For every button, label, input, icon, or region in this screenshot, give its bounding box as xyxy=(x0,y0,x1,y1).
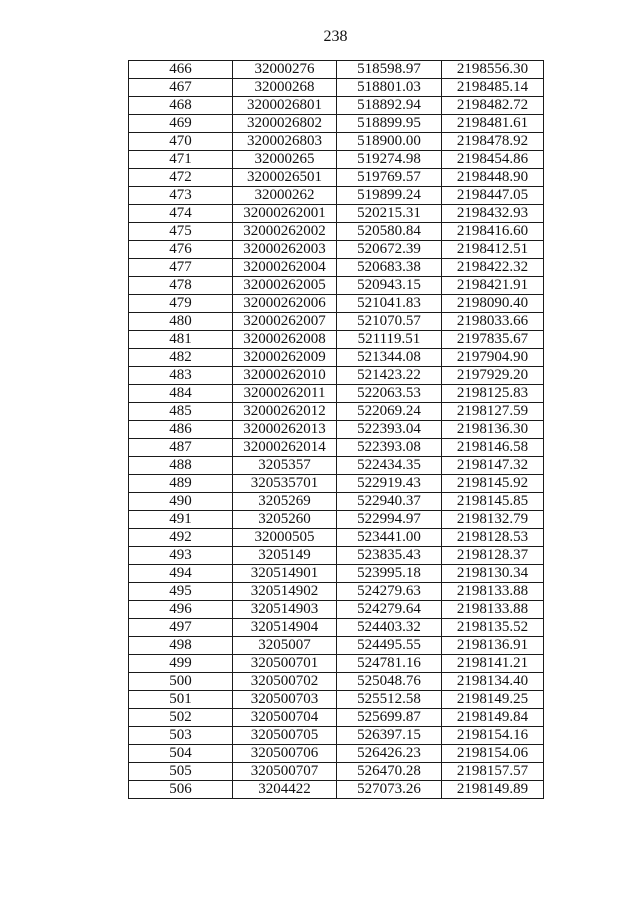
table-row xyxy=(129,205,544,223)
x-coordinate-cell: 521423.22 xyxy=(337,367,442,385)
row-number-cell: 469 xyxy=(129,115,233,133)
y-coordinate-cell: 2198146.58 xyxy=(442,439,544,457)
row-number-cell: 496 xyxy=(129,601,233,619)
table-row xyxy=(129,331,544,349)
table-row xyxy=(129,151,544,169)
point-id-cell: 320514903 xyxy=(233,601,337,619)
point-id-cell: 32000265 xyxy=(233,151,337,169)
table-row xyxy=(129,223,544,241)
point-id-cell: 320514901 xyxy=(233,565,337,583)
point-id-cell: 320500707 xyxy=(233,763,337,781)
point-id-cell: 32000262010 xyxy=(233,367,337,385)
y-coordinate-cell: 2198136.30 xyxy=(442,421,544,439)
point-id-cell: 32000262004 xyxy=(233,259,337,277)
x-coordinate-cell: 522069.24 xyxy=(337,403,442,421)
y-coordinate-cell: 2198130.34 xyxy=(442,565,544,583)
y-coordinate-cell: 2198125.83 xyxy=(442,385,544,403)
row-number-cell: 484 xyxy=(129,385,233,403)
y-coordinate-cell: 2198136.91 xyxy=(442,637,544,655)
table-row xyxy=(129,349,544,367)
x-coordinate-cell: 521119.51 xyxy=(337,331,442,349)
x-coordinate-cell: 520672.39 xyxy=(337,241,442,259)
table-row xyxy=(129,133,544,151)
row-number-cell: 467 xyxy=(129,79,233,97)
table-row xyxy=(129,763,544,781)
x-coordinate-cell: 523835.43 xyxy=(337,547,442,565)
row-number-cell: 504 xyxy=(129,745,233,763)
table-row xyxy=(129,727,544,745)
row-number-cell: 483 xyxy=(129,367,233,385)
row-number-cell: 499 xyxy=(129,655,233,673)
y-coordinate-cell: 2198132.79 xyxy=(442,511,544,529)
x-coordinate-cell: 525048.76 xyxy=(337,673,442,691)
point-id-cell: 3205260 xyxy=(233,511,337,529)
x-coordinate-cell: 520215.31 xyxy=(337,205,442,223)
y-coordinate-cell: 2197904.90 xyxy=(442,349,544,367)
point-id-cell: 320514902 xyxy=(233,583,337,601)
x-coordinate-cell: 525512.58 xyxy=(337,691,442,709)
point-id-cell: 320514904 xyxy=(233,619,337,637)
x-coordinate-cell: 519769.57 xyxy=(337,169,442,187)
table-row xyxy=(129,745,544,763)
table-row xyxy=(129,547,544,565)
point-id-cell: 320500702 xyxy=(233,673,337,691)
y-coordinate-cell: 2198421.91 xyxy=(442,277,544,295)
y-coordinate-cell: 2198482.72 xyxy=(442,97,544,115)
row-number-cell: 478 xyxy=(129,277,233,295)
row-number-cell: 490 xyxy=(129,493,233,511)
point-id-cell: 3200026801 xyxy=(233,97,337,115)
row-number-cell: 502 xyxy=(129,709,233,727)
point-id-cell: 32000505 xyxy=(233,529,337,547)
row-number-cell: 506 xyxy=(129,781,233,799)
table-row xyxy=(129,97,544,115)
x-coordinate-cell: 518900.00 xyxy=(337,133,442,151)
y-coordinate-cell: 2198154.16 xyxy=(442,727,544,745)
row-number-cell: 485 xyxy=(129,403,233,421)
y-coordinate-cell: 2198128.53 xyxy=(442,529,544,547)
x-coordinate-cell: 526397.15 xyxy=(337,727,442,745)
row-number-cell: 491 xyxy=(129,511,233,529)
table-row xyxy=(129,529,544,547)
table-row xyxy=(129,295,544,313)
x-coordinate-cell: 522434.35 xyxy=(337,457,442,475)
row-number-cell: 480 xyxy=(129,313,233,331)
x-coordinate-cell: 526470.28 xyxy=(337,763,442,781)
table-row xyxy=(129,493,544,511)
row-number-cell: 471 xyxy=(129,151,233,169)
table-row xyxy=(129,655,544,673)
row-number-cell: 495 xyxy=(129,583,233,601)
point-id-cell: 32000268 xyxy=(233,79,337,97)
row-number-cell: 479 xyxy=(129,295,233,313)
y-coordinate-cell: 2198033.66 xyxy=(442,313,544,331)
table-row xyxy=(129,511,544,529)
point-id-cell: 3205149 xyxy=(233,547,337,565)
table-row xyxy=(129,781,544,799)
x-coordinate-cell: 522994.97 xyxy=(337,511,442,529)
point-id-cell: 32000262014 xyxy=(233,439,337,457)
row-number-cell: 476 xyxy=(129,241,233,259)
y-coordinate-cell: 2198149.84 xyxy=(442,709,544,727)
point-id-cell: 32000262 xyxy=(233,187,337,205)
y-coordinate-cell: 2198412.51 xyxy=(442,241,544,259)
point-id-cell: 32000262012 xyxy=(233,403,337,421)
x-coordinate-cell: 522940.37 xyxy=(337,493,442,511)
table-row xyxy=(129,619,544,637)
x-coordinate-cell: 520943.15 xyxy=(337,277,442,295)
table-row xyxy=(129,367,544,385)
x-coordinate-cell: 524279.64 xyxy=(337,601,442,619)
point-id-cell: 320535701 xyxy=(233,475,337,493)
y-coordinate-cell: 2197835.67 xyxy=(442,331,544,349)
row-number-cell: 482 xyxy=(129,349,233,367)
y-coordinate-cell: 2198478.92 xyxy=(442,133,544,151)
x-coordinate-cell: 524495.55 xyxy=(337,637,442,655)
point-id-cell: 32000262008 xyxy=(233,331,337,349)
y-coordinate-cell: 2198432.93 xyxy=(442,205,544,223)
point-id-cell: 320500703 xyxy=(233,691,337,709)
x-coordinate-cell: 520683.38 xyxy=(337,259,442,277)
y-coordinate-cell: 2198416.60 xyxy=(442,223,544,241)
y-coordinate-cell: 2198133.88 xyxy=(442,601,544,619)
row-number-cell: 466 xyxy=(129,61,233,79)
table-row xyxy=(129,259,544,277)
x-coordinate-cell: 519899.24 xyxy=(337,187,442,205)
page-number: 238 xyxy=(323,28,348,45)
point-id-cell: 3205007 xyxy=(233,637,337,655)
y-coordinate-cell: 2198147.32 xyxy=(442,457,544,475)
table-row xyxy=(129,439,544,457)
point-id-cell: 320500705 xyxy=(233,727,337,745)
x-coordinate-cell: 522393.08 xyxy=(337,439,442,457)
x-coordinate-cell: 522063.53 xyxy=(337,385,442,403)
y-coordinate-cell: 2197929.20 xyxy=(442,367,544,385)
row-number-cell: 497 xyxy=(129,619,233,637)
y-coordinate-cell: 2198145.85 xyxy=(442,493,544,511)
y-coordinate-cell: 2198127.59 xyxy=(442,403,544,421)
x-coordinate-cell: 518598.97 xyxy=(337,61,442,79)
table-body xyxy=(129,61,544,799)
x-coordinate-cell: 525699.87 xyxy=(337,709,442,727)
point-id-cell: 3205269 xyxy=(233,493,337,511)
x-coordinate-cell: 518801.03 xyxy=(337,79,442,97)
table-row xyxy=(129,709,544,727)
y-coordinate-cell: 2198157.57 xyxy=(442,763,544,781)
point-id-cell: 32000262009 xyxy=(233,349,337,367)
y-coordinate-cell: 2198128.37 xyxy=(442,547,544,565)
x-coordinate-cell: 521344.08 xyxy=(337,349,442,367)
y-coordinate-cell: 2198448.90 xyxy=(442,169,544,187)
y-coordinate-cell: 2198141.21 xyxy=(442,655,544,673)
x-coordinate-cell: 521070.57 xyxy=(337,313,442,331)
row-number-cell: 487 xyxy=(129,439,233,457)
point-id-cell: 32000262006 xyxy=(233,295,337,313)
table-row xyxy=(129,583,544,601)
y-coordinate-cell: 2198422.32 xyxy=(442,259,544,277)
table-row xyxy=(129,385,544,403)
point-id-cell: 32000262002 xyxy=(233,223,337,241)
x-coordinate-cell: 523995.18 xyxy=(337,565,442,583)
x-coordinate-cell: 521041.83 xyxy=(337,295,442,313)
row-number-cell: 475 xyxy=(129,223,233,241)
y-coordinate-cell: 2198149.25 xyxy=(442,691,544,709)
point-id-cell: 3200026803 xyxy=(233,133,337,151)
point-id-cell: 3205357 xyxy=(233,457,337,475)
row-number-cell: 500 xyxy=(129,673,233,691)
point-id-cell: 320500701 xyxy=(233,655,337,673)
x-coordinate-cell: 526426.23 xyxy=(337,745,442,763)
x-coordinate-cell: 520580.84 xyxy=(337,223,442,241)
x-coordinate-cell: 524781.16 xyxy=(337,655,442,673)
table-row xyxy=(129,187,544,205)
row-number-cell: 468 xyxy=(129,97,233,115)
point-id-cell: 32000262013 xyxy=(233,421,337,439)
row-number-cell: 473 xyxy=(129,187,233,205)
row-number-cell: 481 xyxy=(129,331,233,349)
table-row xyxy=(129,565,544,583)
table-row xyxy=(129,169,544,187)
row-number-cell: 486 xyxy=(129,421,233,439)
table-row xyxy=(129,115,544,133)
y-coordinate-cell: 2198133.88 xyxy=(442,583,544,601)
table-row xyxy=(129,61,544,79)
row-number-cell: 498 xyxy=(129,637,233,655)
table-row xyxy=(129,313,544,331)
row-number-cell: 472 xyxy=(129,169,233,187)
coordinates-table xyxy=(128,60,544,799)
row-number-cell: 470 xyxy=(129,133,233,151)
point-id-cell: 32000262011 xyxy=(233,385,337,403)
y-coordinate-cell: 2198135.52 xyxy=(442,619,544,637)
table-row xyxy=(129,79,544,97)
point-id-cell: 32000276 xyxy=(233,61,337,79)
y-coordinate-cell: 2198454.86 xyxy=(442,151,544,169)
point-id-cell: 3200026802 xyxy=(233,115,337,133)
y-coordinate-cell: 2198556.30 xyxy=(442,61,544,79)
table-row xyxy=(129,475,544,493)
point-id-cell: 32000262005 xyxy=(233,277,337,295)
point-id-cell: 32000262001 xyxy=(233,205,337,223)
table-row xyxy=(129,403,544,421)
y-coordinate-cell: 2198447.05 xyxy=(442,187,544,205)
row-number-cell: 477 xyxy=(129,259,233,277)
y-coordinate-cell: 2198481.61 xyxy=(442,115,544,133)
row-number-cell: 489 xyxy=(129,475,233,493)
table-row xyxy=(129,421,544,439)
table-row xyxy=(129,601,544,619)
x-coordinate-cell: 518892.94 xyxy=(337,97,442,115)
row-number-cell: 488 xyxy=(129,457,233,475)
row-number-cell: 505 xyxy=(129,763,233,781)
x-coordinate-cell: 522393.04 xyxy=(337,421,442,439)
point-id-cell: 320500706 xyxy=(233,745,337,763)
table-row xyxy=(129,691,544,709)
y-coordinate-cell: 2198134.40 xyxy=(442,673,544,691)
y-coordinate-cell: 2198149.89 xyxy=(442,781,544,799)
point-id-cell: 320500704 xyxy=(233,709,337,727)
x-coordinate-cell: 519274.98 xyxy=(337,151,442,169)
row-number-cell: 493 xyxy=(129,547,233,565)
table-row xyxy=(129,637,544,655)
x-coordinate-cell: 523441.00 xyxy=(337,529,442,547)
point-id-cell: 3200026501 xyxy=(233,169,337,187)
table-row xyxy=(129,277,544,295)
y-coordinate-cell: 2198145.92 xyxy=(442,475,544,493)
x-coordinate-cell: 527073.26 xyxy=(337,781,442,799)
table-row xyxy=(129,457,544,475)
point-id-cell: 3204422 xyxy=(233,781,337,799)
table-row xyxy=(129,673,544,691)
point-id-cell: 32000262003 xyxy=(233,241,337,259)
row-number-cell: 503 xyxy=(129,727,233,745)
x-coordinate-cell: 524279.63 xyxy=(337,583,442,601)
y-coordinate-cell: 2198154.06 xyxy=(442,745,544,763)
x-coordinate-cell: 522919.43 xyxy=(337,475,442,493)
x-coordinate-cell: 524403.32 xyxy=(337,619,442,637)
row-number-cell: 474 xyxy=(129,205,233,223)
point-id-cell: 32000262007 xyxy=(233,313,337,331)
y-coordinate-cell: 2198485.14 xyxy=(442,79,544,97)
table-row xyxy=(129,241,544,259)
y-coordinate-cell: 2198090.40 xyxy=(442,295,544,313)
row-number-cell: 501 xyxy=(129,691,233,709)
row-number-cell: 492 xyxy=(129,529,233,547)
row-number-cell: 494 xyxy=(129,565,233,583)
x-coordinate-cell: 518899.95 xyxy=(337,115,442,133)
